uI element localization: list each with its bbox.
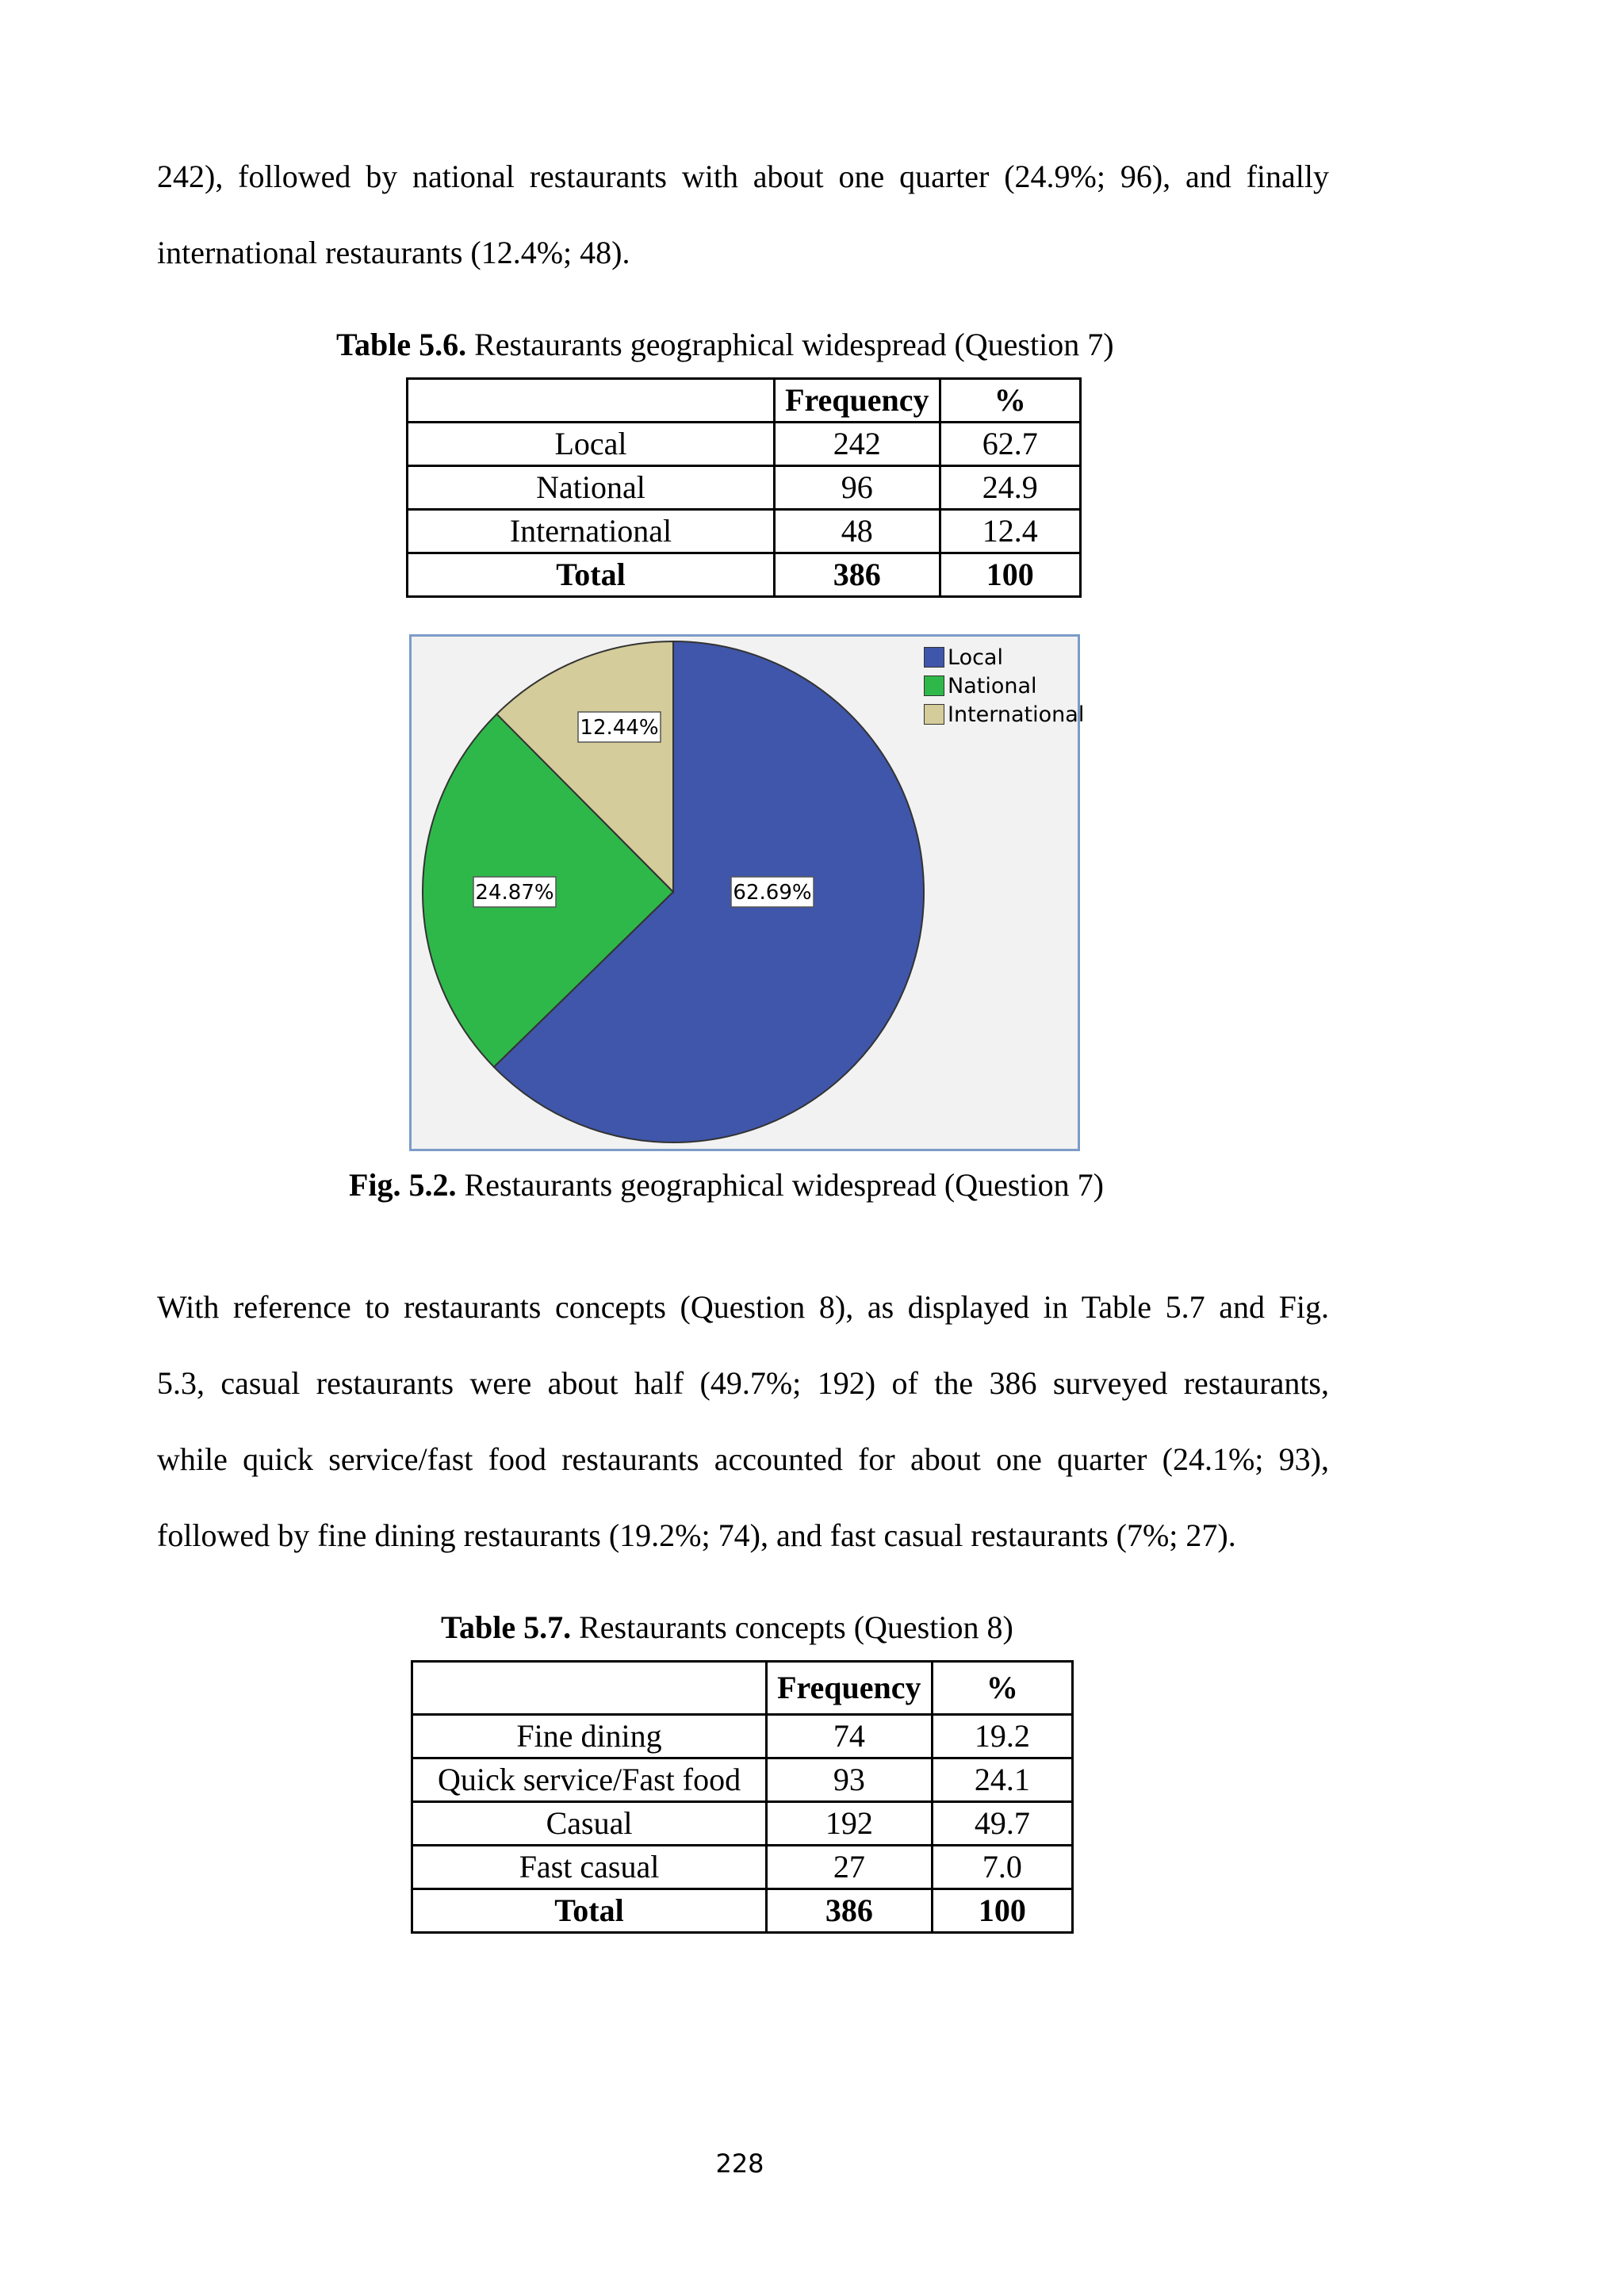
legend-label-local: Local [948, 645, 1003, 670]
data-label-international [578, 712, 661, 742]
total-percent: 100 [932, 1889, 1072, 1933]
figure-caption-label: Fig. 5.2. [349, 1167, 457, 1203]
total-label: Total [412, 1889, 767, 1933]
table-total-row [408, 553, 1081, 597]
table-header-cell: % [932, 1662, 1072, 1715]
table-row [412, 1846, 1073, 1889]
row-label: Fast casual [412, 1846, 767, 1889]
table-5-7 [411, 1660, 1074, 1934]
row-frequency: 74 [767, 1715, 933, 1758]
total-percent: 100 [940, 553, 1080, 597]
table-total-row [412, 1889, 1073, 1933]
row-frequency: 93 [767, 1758, 933, 1802]
legend-label-national: National [948, 673, 1037, 698]
body-line-4: followed by fine dining restaurants (19.2%; 74), and fast casual restaurants (7%; 27). [157, 1517, 1236, 1553]
figure-caption-text: Restaurants geographical widespread (Question 7) [456, 1167, 1104, 1203]
table-row [412, 1758, 1073, 1802]
legend-item-local [924, 643, 1084, 672]
table6-caption-label: Table 5.6. [336, 327, 467, 362]
row-frequency: 192 [767, 1802, 933, 1846]
page-number: 228 [715, 2149, 764, 2179]
legend-label-international: International [948, 702, 1085, 727]
legend-swatch-international [924, 704, 944, 725]
row-frequency: 96 [775, 466, 940, 510]
intro-line-2: international restaurants (12.4%; 48). [157, 235, 630, 270]
body-line-3: while quick service/fast food restaurants accounted for about one quarter (24.1%; 93), [157, 1441, 1329, 1477]
table-header-cell: Frequency [767, 1662, 933, 1715]
table-row [412, 1715, 1073, 1758]
total-label: Total [408, 553, 775, 597]
table6-caption-text: Restaurants geographical widespread (Question 7) [466, 327, 1114, 362]
pie-chart [409, 634, 1085, 1151]
table-row [408, 510, 1081, 553]
row-label: Local [408, 423, 775, 466]
body-line-1: With reference to restaurants concepts (Question 8), as displayed in Table 5.7 and Fig. [157, 1289, 1329, 1325]
row-label: Quick service/Fast food [412, 1758, 767, 1802]
total-frequency: 386 [775, 553, 940, 597]
table-header-cell [412, 1662, 767, 1715]
intro-line-1: 242), followed by national restaurants with about one quarter (24.9%; 96), and finally [157, 159, 1329, 194]
legend-item-international [924, 700, 1084, 729]
row-percent: 24.1 [932, 1758, 1072, 1802]
svg-text:62.69%: 62.69% [733, 881, 812, 905]
legend-swatch-national [924, 675, 944, 696]
row-label: National [408, 466, 775, 510]
svg-text:24.87%: 24.87% [475, 881, 554, 905]
row-label: Casual [412, 1802, 767, 1846]
table-row [412, 1802, 1073, 1846]
table7-caption-label: Table 5.7. [441, 1609, 572, 1645]
row-percent: 7.0 [932, 1846, 1072, 1889]
row-percent: 19.2 [932, 1715, 1072, 1758]
body-line-2: 5.3, casual restaurants were about half (49.7%; 192) of the 386 surveyed restaurants, [157, 1365, 1329, 1401]
legend-item-national [924, 672, 1084, 700]
legend-swatch-local [924, 647, 944, 668]
data-label-local [731, 877, 814, 907]
table-header-row [408, 379, 1081, 423]
row-label: International [408, 510, 775, 553]
table7-caption [441, 1608, 1013, 1647]
data-label-national [473, 877, 556, 907]
table-header-cell: Frequency [775, 379, 940, 423]
table-5-6 [406, 377, 1082, 598]
total-frequency: 386 [767, 1889, 933, 1933]
table-header-row [412, 1662, 1073, 1715]
svg-text:12.44%: 12.44% [580, 716, 659, 740]
table-header-cell [408, 379, 775, 423]
row-frequency: 48 [775, 510, 940, 553]
figure-caption [349, 1165, 1104, 1205]
table-header-cell: % [940, 379, 1080, 423]
table6-caption [336, 325, 1114, 365]
row-percent: 49.7 [932, 1802, 1072, 1846]
table7-caption-text: Restaurants concepts (Question 8) [571, 1609, 1013, 1645]
row-percent: 12.4 [940, 510, 1080, 553]
table-row [408, 466, 1081, 510]
table-row [408, 423, 1081, 466]
chart-legend [924, 643, 1084, 729]
row-percent: 62.7 [940, 423, 1080, 466]
row-percent: 24.9 [940, 466, 1080, 510]
row-label: Fine dining [412, 1715, 767, 1758]
row-frequency: 242 [775, 423, 940, 466]
row-frequency: 27 [767, 1846, 933, 1889]
